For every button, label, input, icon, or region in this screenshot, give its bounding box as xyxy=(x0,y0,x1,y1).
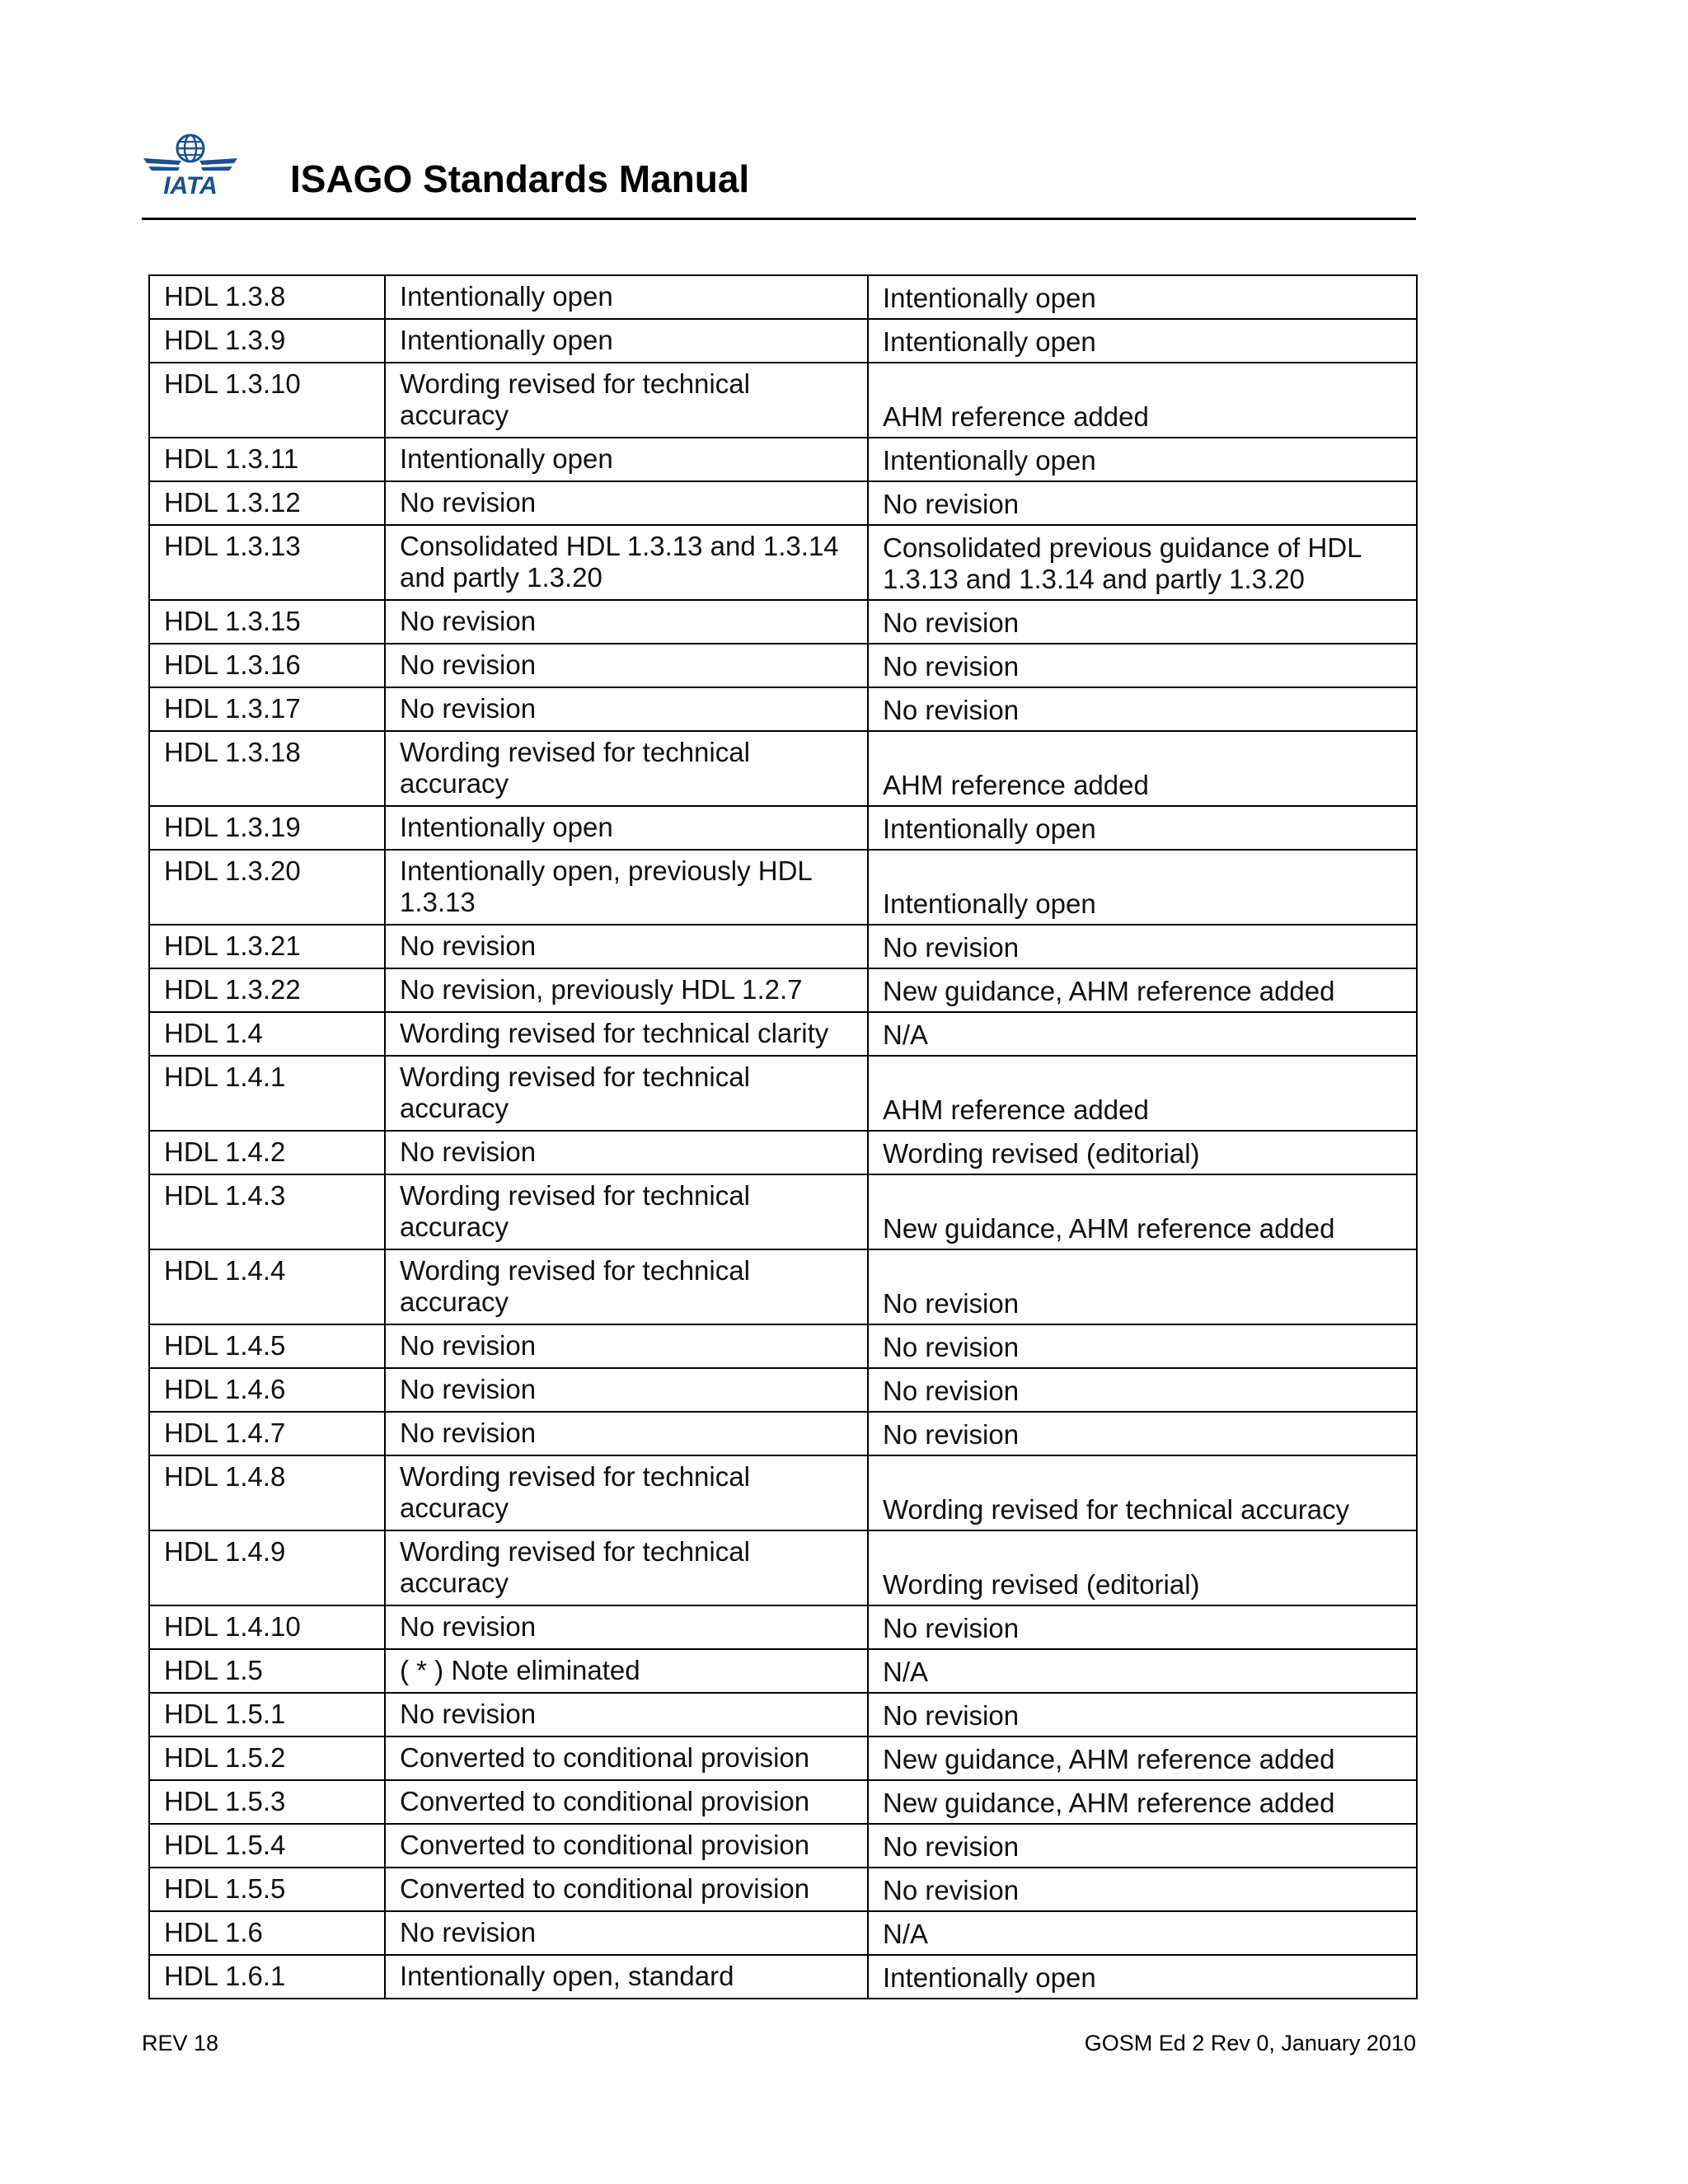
table-row xyxy=(149,1324,1417,1368)
cell-standard-id: HDL 1.3.18 xyxy=(149,731,385,806)
cell-standard-change: No revision xyxy=(385,481,868,525)
cell-guidance-change: Wording revised (editorial) xyxy=(868,1131,1417,1174)
cell-guidance-change: Consolidated previous guidance of HDL 1.3.13 and 1.3.14 and partly 1.3.20 xyxy=(868,525,1417,600)
cell-standard-change: Intentionally open, previously HDL 1.3.13 xyxy=(385,850,868,925)
cell-standard-id: HDL 1.3.16 xyxy=(149,644,385,687)
cell-standard-id: HDL 1.6.1 xyxy=(149,1955,385,1999)
cell-standard-change: No revision xyxy=(385,1911,868,1955)
cell-guidance-change: Intentionally open xyxy=(868,275,1417,319)
table-row xyxy=(149,1868,1417,1911)
cell-standard-change: No revision xyxy=(385,1412,868,1455)
table-row xyxy=(149,1131,1417,1174)
cell-standard-change: No revision xyxy=(385,925,868,968)
cell-guidance-change: No revision xyxy=(868,925,1417,968)
table-row xyxy=(149,1368,1417,1412)
cell-standard-id: HDL 1.3.11 xyxy=(149,438,385,481)
table-row xyxy=(149,925,1417,968)
table-row xyxy=(149,1056,1417,1131)
cell-guidance-change: No revision xyxy=(868,1249,1417,1324)
cell-standard-change: Intentionally open xyxy=(385,319,868,363)
cell-standard-change: No revision, previously HDL 1.2.7 xyxy=(385,968,868,1012)
cell-standard-id: HDL 1.4.6 xyxy=(149,1368,385,1412)
cell-standard-id: HDL 1.3.10 xyxy=(149,363,385,438)
cell-standard-change: Intentionally open xyxy=(385,275,868,319)
table-row xyxy=(149,525,1417,600)
table-row xyxy=(149,438,1417,481)
table-row xyxy=(149,1693,1417,1736)
cell-standard-id: HDL 1.3.15 xyxy=(149,600,385,644)
cell-standard-change: Wording revised for technical clarity xyxy=(385,1012,868,1056)
cell-standard-id: HDL 1.3.19 xyxy=(149,806,385,850)
cell-guidance-change: New guidance, AHM reference added xyxy=(868,1736,1417,1780)
iata-logo xyxy=(142,134,239,199)
cell-standard-change: No revision xyxy=(385,1131,868,1174)
cell-guidance-change: No revision xyxy=(868,481,1417,525)
cell-standard-change: Wording revised for technical accuracy xyxy=(385,1249,868,1324)
page-header xyxy=(142,132,1416,220)
cell-guidance-change: Intentionally open xyxy=(868,850,1417,925)
cell-guidance-change: No revision xyxy=(868,1693,1417,1736)
table-row xyxy=(149,850,1417,925)
table-row xyxy=(149,600,1417,644)
cell-guidance-change: N/A xyxy=(868,1911,1417,1955)
table-row xyxy=(149,1455,1417,1530)
table-row xyxy=(149,968,1417,1012)
cell-standard-change: Intentionally open xyxy=(385,806,868,850)
table-row xyxy=(149,687,1417,731)
page-title: ISAGO Standards Manual xyxy=(290,157,750,200)
cell-standard-change: Wording revised for technical accuracy xyxy=(385,731,868,806)
table-row xyxy=(149,644,1417,687)
cell-standard-id: HDL 1.5.1 xyxy=(149,1693,385,1736)
cell-guidance-change: No revision xyxy=(868,1868,1417,1911)
cell-standard-id: HDL 1.3.8 xyxy=(149,275,385,319)
table-row xyxy=(149,319,1417,363)
cell-guidance-change: New guidance, AHM reference added xyxy=(868,1174,1417,1249)
cell-standard-change: Consolidated HDL 1.3.13 and 1.3.14 and partly 1.3.20 xyxy=(385,525,868,600)
cell-guidance-change: Intentionally open xyxy=(868,806,1417,850)
cell-standard-change: No revision xyxy=(385,1605,868,1649)
cell-standard-change: Wording revised for technical accuracy xyxy=(385,363,868,438)
cell-standard-change: Intentionally open, standard xyxy=(385,1955,868,1999)
table-row xyxy=(149,1530,1417,1605)
cell-standard-change: Wording revised for technical accuracy xyxy=(385,1455,868,1530)
table-row xyxy=(149,481,1417,525)
table-row xyxy=(149,806,1417,850)
cell-standard-change: No revision xyxy=(385,1324,868,1368)
cell-guidance-change: No revision xyxy=(868,1368,1417,1412)
table-row xyxy=(149,1174,1417,1249)
cell-standard-change: ( * ) Note eliminated xyxy=(385,1649,868,1693)
cell-standard-id: HDL 1.3.12 xyxy=(149,481,385,525)
cell-guidance-change: No revision xyxy=(868,1605,1417,1649)
cell-standard-change: No revision xyxy=(385,1368,868,1412)
cell-guidance-change: No revision xyxy=(868,687,1417,731)
cell-standard-change: Wording revised for technical accuracy xyxy=(385,1530,868,1605)
cell-standard-id: HDL 1.4.10 xyxy=(149,1605,385,1649)
table-row xyxy=(149,1780,1417,1824)
cell-guidance-change: N/A xyxy=(868,1649,1417,1693)
cell-standard-id: HDL 1.4 xyxy=(149,1012,385,1056)
cell-guidance-change: No revision xyxy=(868,1412,1417,1455)
cell-standard-id: HDL 1.5.3 xyxy=(149,1780,385,1824)
cell-guidance-change: N/A xyxy=(868,1012,1417,1056)
cell-standard-id: HDL 1.3.9 xyxy=(149,319,385,363)
table-row xyxy=(149,1649,1417,1693)
cell-guidance-change: Intentionally open xyxy=(868,319,1417,363)
cell-guidance-change: No revision xyxy=(868,1824,1417,1868)
cell-standard-id: HDL 1.4.3 xyxy=(149,1174,385,1249)
table-row xyxy=(149,1955,1417,1999)
cell-standard-id: HDL 1.4.9 xyxy=(149,1530,385,1605)
table-row xyxy=(149,731,1417,806)
cell-guidance-change: New guidance, AHM reference added xyxy=(868,1780,1417,1824)
cell-standard-change: Intentionally open xyxy=(385,438,868,481)
cell-standard-id: HDL 1.4.4 xyxy=(149,1249,385,1324)
cell-guidance-change: Wording revised for technical accuracy xyxy=(868,1455,1417,1530)
cell-standard-id: HDL 1.3.13 xyxy=(149,525,385,600)
cell-standard-id: HDL 1.4.5 xyxy=(149,1324,385,1368)
revision-table xyxy=(148,274,1418,1999)
cell-guidance-change: AHM reference added xyxy=(868,1056,1417,1131)
cell-standard-id: HDL 1.3.20 xyxy=(149,850,385,925)
cell-standard-change: Wording revised for technical accuracy xyxy=(385,1056,868,1131)
footer-revision: REV 18 xyxy=(142,2031,219,2055)
cell-standard-id: HDL 1.5.5 xyxy=(149,1868,385,1911)
table-row xyxy=(149,1012,1417,1056)
cell-standard-id: HDL 1.5.2 xyxy=(149,1736,385,1780)
footer-edition: GOSM Ed 2 Rev 0, January 2010 xyxy=(1084,2031,1416,2055)
table-row xyxy=(149,1824,1417,1868)
cell-standard-change: Converted to conditional provision xyxy=(385,1780,868,1824)
cell-standard-id: HDL 1.3.21 xyxy=(149,925,385,968)
cell-standard-id: HDL 1.5 xyxy=(149,1649,385,1693)
svg-text:IATA: IATA xyxy=(163,172,218,199)
cell-standard-change: Wording revised for technical accuracy xyxy=(385,1174,868,1249)
table-row xyxy=(149,1911,1417,1955)
cell-standard-change: No revision xyxy=(385,644,868,687)
cell-standard-change: Converted to conditional provision xyxy=(385,1824,868,1868)
cell-standard-change: No revision xyxy=(385,687,868,731)
table-row xyxy=(149,1249,1417,1324)
cell-standard-change: No revision xyxy=(385,1693,868,1736)
cell-standard-id: HDL 1.5.4 xyxy=(149,1824,385,1868)
cell-standard-change: Converted to conditional provision xyxy=(385,1736,868,1780)
cell-guidance-change: New guidance, AHM reference added xyxy=(868,968,1417,1012)
cell-standard-id: HDL 1.4.1 xyxy=(149,1056,385,1131)
cell-guidance-change: AHM reference added xyxy=(868,363,1417,438)
cell-standard-id: HDL 1.4.7 xyxy=(149,1412,385,1455)
cell-standard-id: HDL 1.6 xyxy=(149,1911,385,1955)
revision-table-body xyxy=(149,275,1417,1999)
cell-guidance-change: Wording revised (editorial) xyxy=(868,1530,1417,1605)
table-row xyxy=(149,1736,1417,1780)
cell-guidance-change: AHM reference added xyxy=(868,731,1417,806)
cell-standard-id: HDL 1.3.22 xyxy=(149,968,385,1012)
table-row xyxy=(149,1605,1417,1649)
cell-standard-change: Converted to conditional provision xyxy=(385,1868,868,1911)
table-row xyxy=(149,1412,1417,1455)
cell-guidance-change: Intentionally open xyxy=(868,1955,1417,1999)
cell-guidance-change: Intentionally open xyxy=(868,438,1417,481)
cell-guidance-change: No revision xyxy=(868,600,1417,644)
cell-standard-id: HDL 1.4.2 xyxy=(149,1131,385,1174)
cell-guidance-change: No revision xyxy=(868,644,1417,687)
cell-guidance-change: No revision xyxy=(868,1324,1417,1368)
cell-standard-change: No revision xyxy=(385,600,868,644)
cell-standard-id: HDL 1.4.8 xyxy=(149,1455,385,1530)
table-row xyxy=(149,275,1417,319)
table-row xyxy=(149,363,1417,438)
cell-standard-id: HDL 1.3.17 xyxy=(149,687,385,731)
